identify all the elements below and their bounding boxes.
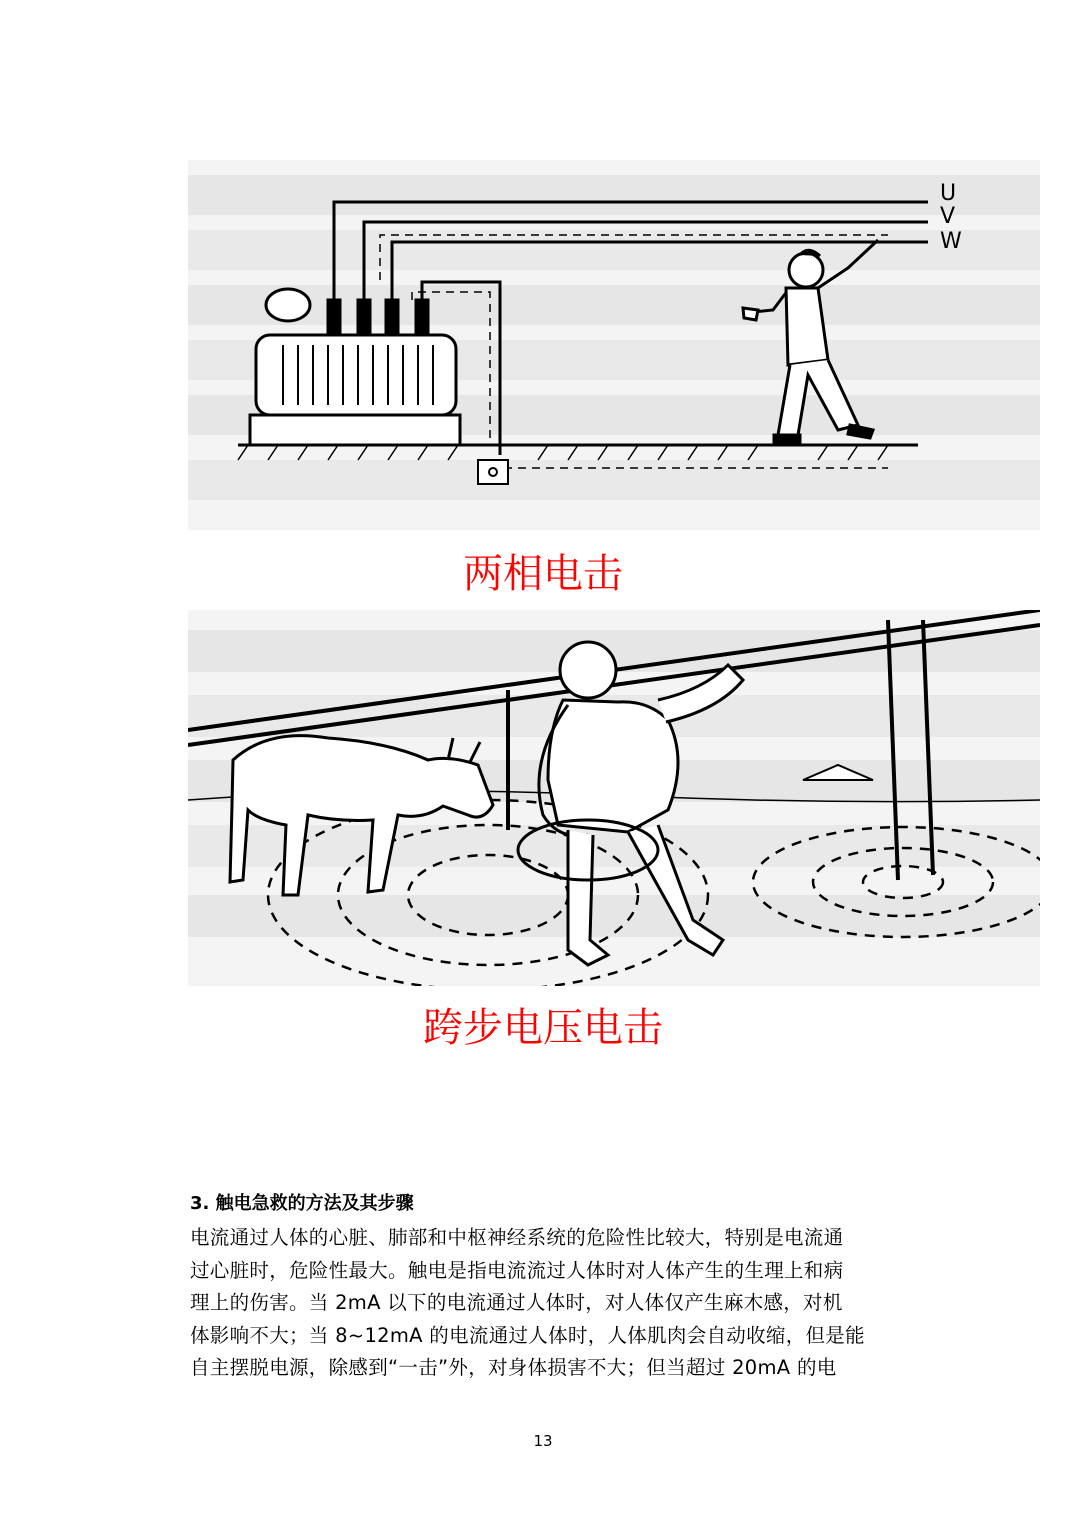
step-voltage-shock-illustration	[188, 610, 1040, 986]
phase-label-u: U	[940, 181, 957, 206]
cow-drawing	[230, 736, 493, 895]
paragraph-line: 理上的伤害。当 2mA 以下的电流通过人体时，对人体仅产生麻木感，对机	[190, 1291, 843, 1314]
paragraph-line: 电流通过人体的心脏、肺部和中枢神经系统的危险性比较大，特别是电流通	[190, 1226, 844, 1249]
first-aid-section	[190, 1190, 920, 1385]
phase-label-w: W	[940, 229, 962, 254]
paragraph-line: 自主摆脱电源，除感到“一击”外，对身体损害不大；但当超过 20mA 的电	[190, 1356, 837, 1379]
figure-caption-two-phase-shock: 两相电击	[463, 551, 623, 597]
paragraph-line: 过心脏时，危险性最大。触电是指电流流过人体时对人体产生的生理上和病	[190, 1258, 844, 1282]
figure-caption-step-voltage-shock: 跨步电压电击	[423, 1005, 663, 1051]
section-paragraph	[190, 1222, 920, 1385]
paragraph-line: 体影响不大；当 8~12mA 的电流通过人体时，人体肌肉会自动收缩，但是能	[190, 1323, 865, 1347]
two-phase-shock-illustration	[188, 160, 1040, 530]
page-number: 13	[533, 1432, 553, 1450]
phase-label-v: V	[940, 204, 956, 229]
section-heading: 3. 触电急救的方法及其步骤	[190, 1193, 414, 1214]
